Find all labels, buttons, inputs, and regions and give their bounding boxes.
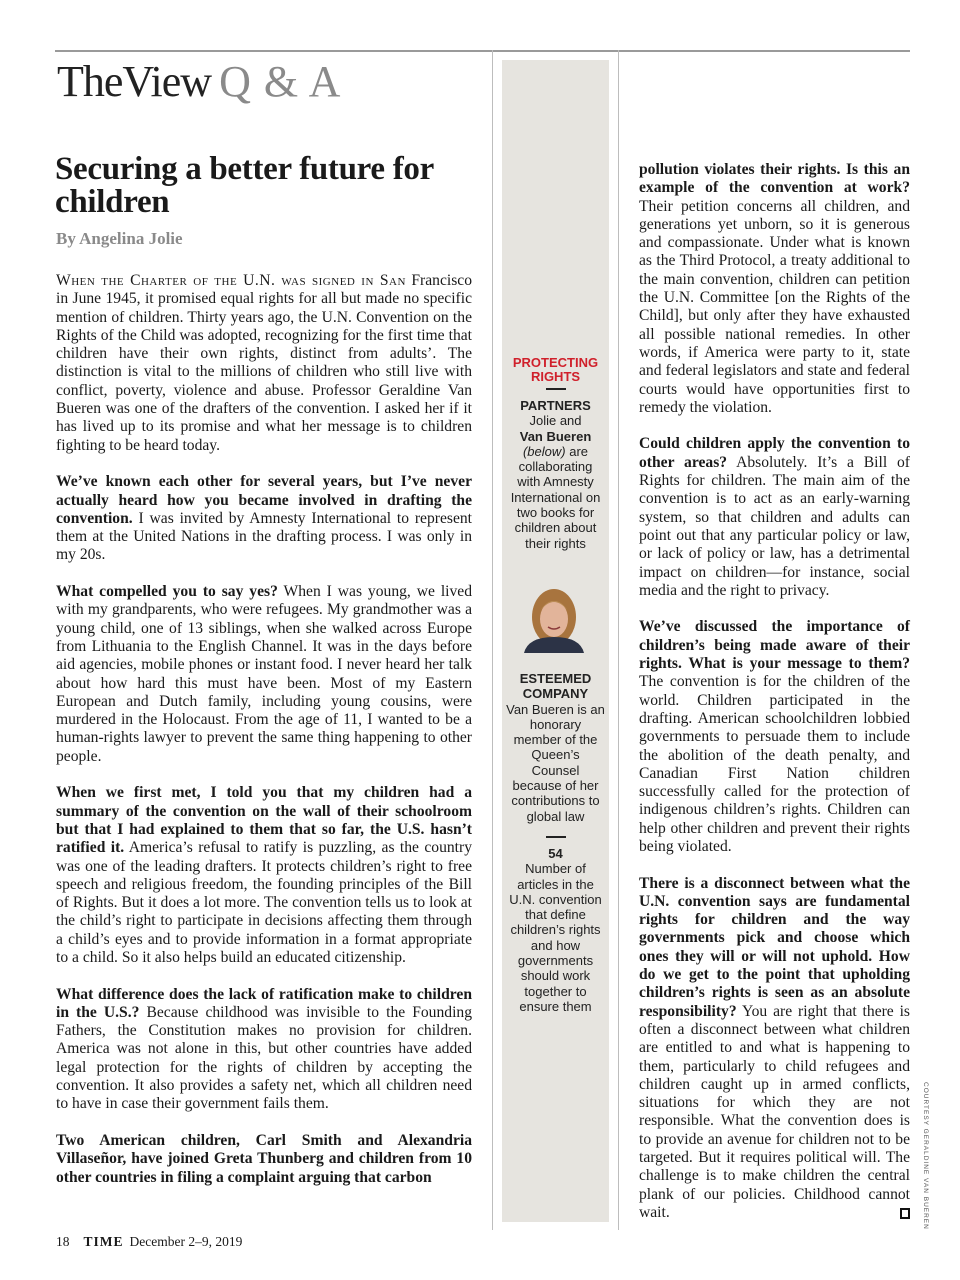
qa-paragraph bbox=[56, 986, 472, 1114]
question: When we first met, I told you that my children had a summary of the convention on the wall of their schoolroom but that I had explained to them that so far, the U.S. hasn’t ratified it. bbox=[56, 784, 472, 857]
qa-paragraph bbox=[56, 473, 472, 564]
intro-paragraph bbox=[56, 272, 472, 455]
article-title: Securing a better future for children bbox=[55, 151, 434, 220]
column-divider bbox=[492, 50, 493, 1230]
intro-lead: When the Charter of the U.N. was signed in San bbox=[56, 272, 406, 289]
left-column bbox=[56, 272, 472, 1205]
question: There is a disconnect between what the U.N. convention says are fundamental rights for children and the way governments pick and choose which ones they will or will not uphold. How do we get to the point that upholding children’s rights is seen as an absolute responsibility? bbox=[639, 874, 910, 1020]
qa-paragraph bbox=[56, 1132, 472, 1187]
sidebar bbox=[502, 60, 609, 1222]
intro-text: Francisco in June 1945, it promised equal rights for all but made no specific mention of children. Thirty years ago, the U.N. Convention on the Rights of the Child was adopted, recognizing for the first time that children have their own rights, distinct from adults’. The distinction is vital to the millions of children who still live with conflict, poverty, violence and abuse. Professor Geraldine Van Bueren was one of the drafters of the convention. I asked her if it has lived up to its promise and what her message is to children fighting to be heard today. bbox=[56, 272, 472, 454]
answer: You are right that there is often a disconnect between what children are entitled to and what is happening to them, particularly to child refugees and children caught up in armed conflicts, situations for which they are not responsible. What the convention does is to provide an avenue for children not to be targeted. But it requires political will. The challenge is to make children the central plank of our policies. Childhood cannot wait. bbox=[639, 1002, 910, 1221]
right-column bbox=[639, 161, 910, 1241]
sidebar-partners bbox=[502, 388, 609, 551]
top-rule bbox=[55, 50, 910, 52]
end-mark-icon bbox=[900, 1208, 910, 1219]
qa-paragraph bbox=[56, 583, 472, 766]
section-suffix: Q & A bbox=[219, 57, 342, 106]
answer: America’s refusal to ratify is puzzling, as the country was one of the leading drafters. It protects children’s right to free speech and religious freedom, the founding principles of the Bill of Rights. But it does a lot more. The convention tells us to look at the child’s right to participate in decisions affecting them through a child’s eyes and to provide information in a format appropriate to a child. So it also helps build an educated citizenship. bbox=[56, 839, 472, 966]
esteemed-heading: ESTEEMED COMPANY bbox=[519, 671, 592, 702]
question: What compelled you to say yes? bbox=[56, 583, 278, 601]
qa-paragraph bbox=[639, 618, 910, 856]
issue-date: December 2–9, 2019 bbox=[129, 1234, 243, 1249]
column-divider bbox=[618, 50, 619, 1230]
partners-name: Van Bueren bbox=[519, 428, 592, 444]
esteemed-text: Van Bueren is an honorary member of the Queen’s Counsel because of her contributions to global law bbox=[506, 701, 605, 824]
partners-text: are collaborating with Amnesty International on two books for children about their rights bbox=[510, 443, 601, 551]
partners-italic: (below) bbox=[522, 443, 566, 459]
sidebar-heading: PROTECTING RIGHTS bbox=[512, 355, 599, 384]
question-continued: pollution violates their rights. Is this an example of the convention at work? bbox=[639, 161, 910, 197]
photo-credit: COURTESY GERALDINE VAN BUEREN bbox=[922, 1082, 929, 1230]
divider bbox=[546, 388, 566, 390]
section-name: TheView bbox=[57, 57, 212, 106]
portrait-photo bbox=[518, 585, 590, 653]
question: We’ve known each other for several years, but I’ve never actually heard how you became involved in drafting the convention. bbox=[56, 473, 472, 527]
answer: The convention is for the children of the world. Children participated in the drafting. American schoolchildren lobbied governments to persuade them to include the abolition of the death penalty, and Canadian First Nation children successfully called for the protection of indigenous children’s rights. Children can help other children and prevent their rights being violated. bbox=[639, 673, 910, 855]
divider bbox=[546, 836, 566, 838]
sidebar-esteemed bbox=[502, 671, 609, 1014]
answer: When I was young, we lived with my grandparents, who were refugees. My grandmother was a young child, one of 13 siblings, when she walked across Europe from Lithuania to the English Channel. It was in the days before aid agencies, mobile phones or instant food. I never heard her talk about how hard this must have been. Most of my Eastern European and Dutch family, including young cousins, were murdered in the Holocaust. From the age of 11, I wanted to be a human-rights lawyer to prevent the same thing happening to other people. bbox=[56, 583, 472, 765]
qa-paragraph bbox=[639, 161, 910, 417]
answer: Because childhood was invisible to the Founding Fathers, the Constitution makes no provision for children. America was not alone in this, but other countries have added legal protection for the rights of children by accepting the convention. It also provides a safety net, which all children need to have in case their government fails them. bbox=[56, 1003, 472, 1113]
page-number: 18 bbox=[56, 1234, 70, 1249]
stat-text: Number of articles in the U.N. convention that define children’s rights and how governments should work together to ensure them bbox=[509, 861, 602, 1014]
byline: By Angelina Jolie bbox=[56, 229, 183, 248]
answer: Absolutely. It’s a Bill of Rights for children. The main aim of the convention is to act as an early-warning system, so that children and adults can point out that any particular policy or law, or lack of policy or law, has a detrimental impact on children—for instance, social media and the right to privacy. bbox=[639, 453, 910, 599]
partners-text: Jolie and bbox=[529, 413, 582, 429]
qa-paragraph bbox=[56, 784, 472, 967]
question: Two American children, Carl Smith and Alexandria Villaseñor, have joined Greta Thunberg and children from 10 other countries in filing a complaint arguing that carbon bbox=[56, 1131, 472, 1186]
answer: I was invited by Amnesty International to represent them at the United Nations in the drafting process. I was only in my 20s. bbox=[56, 509, 472, 564]
question: We’ve discussed the importance of children’s being made aware of their rights. What is your message to them? bbox=[639, 618, 910, 673]
section-kicker bbox=[57, 56, 341, 107]
partners-heading: PARTNERS bbox=[520, 398, 591, 413]
qa-paragraph bbox=[639, 435, 910, 600]
answer: Their petition concerns all children, and generations yet unborn, so it is generous and compassionate. Under what is known as the Third Protocol, a treaty additional to the main convention, children can petition the U.N. Committee [on the Rights of the Child], but only after they have exhausted all possible national remedies. In other words, if America were party to it, state and federal legislators and state and federal courts would have opportunities first to remedy the violation. bbox=[639, 197, 910, 416]
qa-paragraph bbox=[639, 875, 910, 1223]
magazine-name: TIME bbox=[83, 1234, 124, 1249]
stat-value: 54 bbox=[548, 845, 563, 861]
footer bbox=[56, 1234, 242, 1250]
question: What difference does the lack of ratification make to children in the U.S.? bbox=[56, 985, 472, 1021]
question: Could children apply the convention to other areas? bbox=[639, 435, 910, 471]
